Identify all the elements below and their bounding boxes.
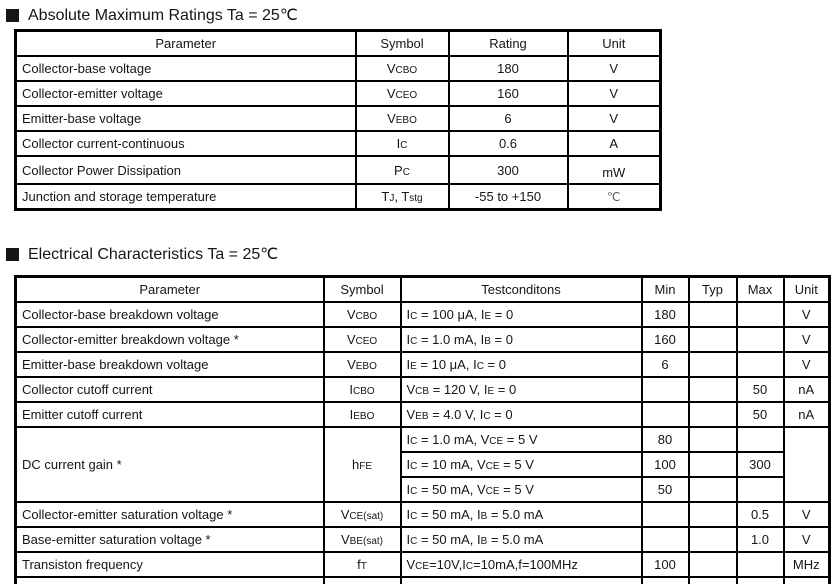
- cond-cell: IC = 50 mA, IB = 5.0 mA: [401, 527, 642, 552]
- unit-cell: nA: [784, 377, 830, 402]
- max-cell: 300: [737, 452, 784, 477]
- min-cell: 100: [642, 452, 689, 477]
- header-row: [16, 277, 830, 303]
- table-row-hfe-1: [16, 427, 830, 452]
- symbol-cell: VEBO: [356, 106, 449, 131]
- unit-cell: V: [784, 527, 830, 552]
- unit-cell: MHz: [784, 552, 830, 577]
- param-cell: Junction and storage temperature: [16, 184, 356, 210]
- table-row: [16, 327, 830, 352]
- param-cell: Emitter-base breakdown voltage: [16, 352, 324, 377]
- typ-cell: [689, 552, 737, 577]
- min-cell: [642, 577, 689, 584]
- column-header-parameter: Parameter: [16, 277, 324, 303]
- param-cell: Collector-base voltage: [16, 56, 356, 81]
- symbol-cell: IC: [356, 131, 449, 156]
- max-cell: [737, 477, 784, 502]
- symbol-cell: hFE: [324, 427, 401, 502]
- typ-cell: [689, 427, 737, 452]
- table-row: [16, 552, 830, 577]
- clipped-partial-row: [16, 577, 830, 584]
- table-row: [16, 56, 661, 81]
- max-cell: 1.0: [737, 527, 784, 552]
- unit-cell: ℃: [568, 184, 661, 210]
- unit-cell: V: [568, 56, 661, 81]
- min-cell: [642, 502, 689, 527]
- min-cell: [642, 377, 689, 402]
- typ-cell: [689, 502, 737, 527]
- param-cell: Base-emitter saturation voltage *: [16, 527, 324, 552]
- column-header-typ: Typ: [689, 277, 737, 303]
- typ-cell: [689, 477, 737, 502]
- typ-cell: [689, 577, 737, 584]
- typ-cell: [689, 527, 737, 552]
- typ-cell: [689, 377, 737, 402]
- param-cell: [16, 577, 324, 584]
- section-title-text: Electrical Characteristics Ta = 25℃: [28, 246, 279, 263]
- section-bullet-icon: [6, 248, 19, 261]
- unit-cell: V: [784, 502, 830, 527]
- symbol-cell: VCEO: [356, 81, 449, 106]
- elec-char-table: [14, 275, 831, 584]
- column-header-rating: Rating: [449, 31, 568, 57]
- symbol-cell: IEBO: [324, 402, 401, 427]
- param-cell: Emitter cutoff current: [16, 402, 324, 427]
- max-cell: [737, 352, 784, 377]
- column-header-unit: Unit: [784, 277, 830, 303]
- max-cell: [737, 302, 784, 327]
- param-cell: Collector-base breakdown voltage: [16, 302, 324, 327]
- cond-cell: IE = 10 μA, IC = 0: [401, 352, 642, 377]
- unit-cell: mW: [568, 156, 661, 184]
- table-row: [16, 302, 830, 327]
- elec-char-section-title: [6, 244, 278, 264]
- table-row: [16, 156, 661, 184]
- symbol-cell: TJ, Tstg: [356, 184, 449, 210]
- cond-cell: IC = 50 mA, IB = 5.0 mA: [401, 502, 642, 527]
- cond-cell: VCE=10V,IC=10mA,f=100MHz: [401, 552, 642, 577]
- table-row: [16, 184, 661, 210]
- rating-cell: 6: [449, 106, 568, 131]
- section-bullet-icon: [6, 9, 19, 22]
- rating-cell: 300: [449, 156, 568, 184]
- typ-cell: [689, 302, 737, 327]
- max-cell: 50: [737, 377, 784, 402]
- column-header-parameter: Parameter: [16, 31, 356, 57]
- table-row: [16, 106, 661, 131]
- symbol-cell: [324, 577, 401, 584]
- symbol-cell: VCE(sat): [324, 502, 401, 527]
- min-cell: [642, 402, 689, 427]
- max-cell: [737, 552, 784, 577]
- cond-cell: IC = 50 mA, VCE = 5 V: [401, 477, 642, 502]
- unit-cell: V: [784, 352, 830, 377]
- rating-cell: 0.6: [449, 131, 568, 156]
- param-cell: Collector cutoff current: [16, 377, 324, 402]
- symbol-cell: VCEO: [324, 327, 401, 352]
- param-cell: Collector-emitter breakdown voltage *: [16, 327, 324, 352]
- min-cell: 160: [642, 327, 689, 352]
- section-title-text: Absolute Maximum Ratings Ta = 25℃: [28, 7, 298, 24]
- unit-cell: V: [784, 327, 830, 352]
- table-row: [16, 81, 661, 106]
- symbol-cell: VBE(sat): [324, 527, 401, 552]
- typ-cell: [689, 402, 737, 427]
- symbol-cell: ICBO: [324, 377, 401, 402]
- abs-max-section-title: [6, 5, 298, 25]
- table-row: [16, 352, 830, 377]
- param-cell: Collector-emitter saturation voltage *: [16, 502, 324, 527]
- column-header-unit: Unit: [568, 31, 661, 57]
- unit-cell: nA: [784, 402, 830, 427]
- unit-cell: A: [568, 131, 661, 156]
- param-cell: Collector-emitter voltage: [16, 81, 356, 106]
- symbol-cell: VCBO: [356, 56, 449, 81]
- max-cell: 50: [737, 402, 784, 427]
- param-cell: Collector Power Dissipation: [16, 156, 356, 184]
- unit-cell: V: [784, 302, 830, 327]
- unit-cell: [784, 577, 830, 584]
- table-row: [16, 377, 830, 402]
- typ-cell: [689, 327, 737, 352]
- param-cell: Collector current-continuous: [16, 131, 356, 156]
- unit-cell: V: [568, 106, 661, 131]
- cond-cell: VEB = 4.0 V, IC = 0: [401, 402, 642, 427]
- max-cell: [737, 577, 784, 584]
- min-cell: 180: [642, 302, 689, 327]
- param-cell: Transiston frequency: [16, 552, 324, 577]
- min-cell: 6: [642, 352, 689, 377]
- symbol-cell: VCBO: [324, 302, 401, 327]
- cond-cell: IC = 10 mA, VCE = 5 V: [401, 452, 642, 477]
- cond-cell: [401, 577, 642, 584]
- min-cell: 100: [642, 552, 689, 577]
- symbol-cell: PC: [356, 156, 449, 184]
- header-row: [16, 31, 661, 57]
- column-header-max: Max: [737, 277, 784, 303]
- column-header-min: Min: [642, 277, 689, 303]
- max-cell: [737, 427, 784, 452]
- param-cell: Emitter-base voltage: [16, 106, 356, 131]
- rating-cell: 180: [449, 56, 568, 81]
- unit-cell: V: [568, 81, 661, 106]
- table-row: [16, 131, 661, 156]
- typ-cell: [689, 352, 737, 377]
- min-cell: 80: [642, 427, 689, 452]
- param-cell: DC current gain *: [16, 427, 324, 502]
- unit-cell: [784, 427, 830, 502]
- cond-cell: VCB = 120 V, IE = 0: [401, 377, 642, 402]
- max-cell: 0.5: [737, 502, 784, 527]
- column-header-symbol: Symbol: [356, 31, 449, 57]
- rating-cell: -55 to +150: [449, 184, 568, 210]
- rating-cell: 160: [449, 81, 568, 106]
- typ-cell: [689, 452, 737, 477]
- symbol-cell: VEBO: [324, 352, 401, 377]
- cond-cell: IC = 100 μA, IE = 0: [401, 302, 642, 327]
- table-row: [16, 502, 830, 527]
- min-cell: [642, 527, 689, 552]
- cond-cell: IC = 1.0 mA, VCE = 5 V: [401, 427, 642, 452]
- column-header-symbol: Symbol: [324, 277, 401, 303]
- cond-cell: IC = 1.0 mA, IB = 0: [401, 327, 642, 352]
- min-cell: 50: [642, 477, 689, 502]
- symbol-cell: fT: [324, 552, 401, 577]
- column-header-testconditions: Testconditons: [401, 277, 642, 303]
- max-cell: [737, 327, 784, 352]
- table-row: [16, 527, 830, 552]
- table-row: [16, 402, 830, 427]
- abs-max-table: [14, 29, 662, 211]
